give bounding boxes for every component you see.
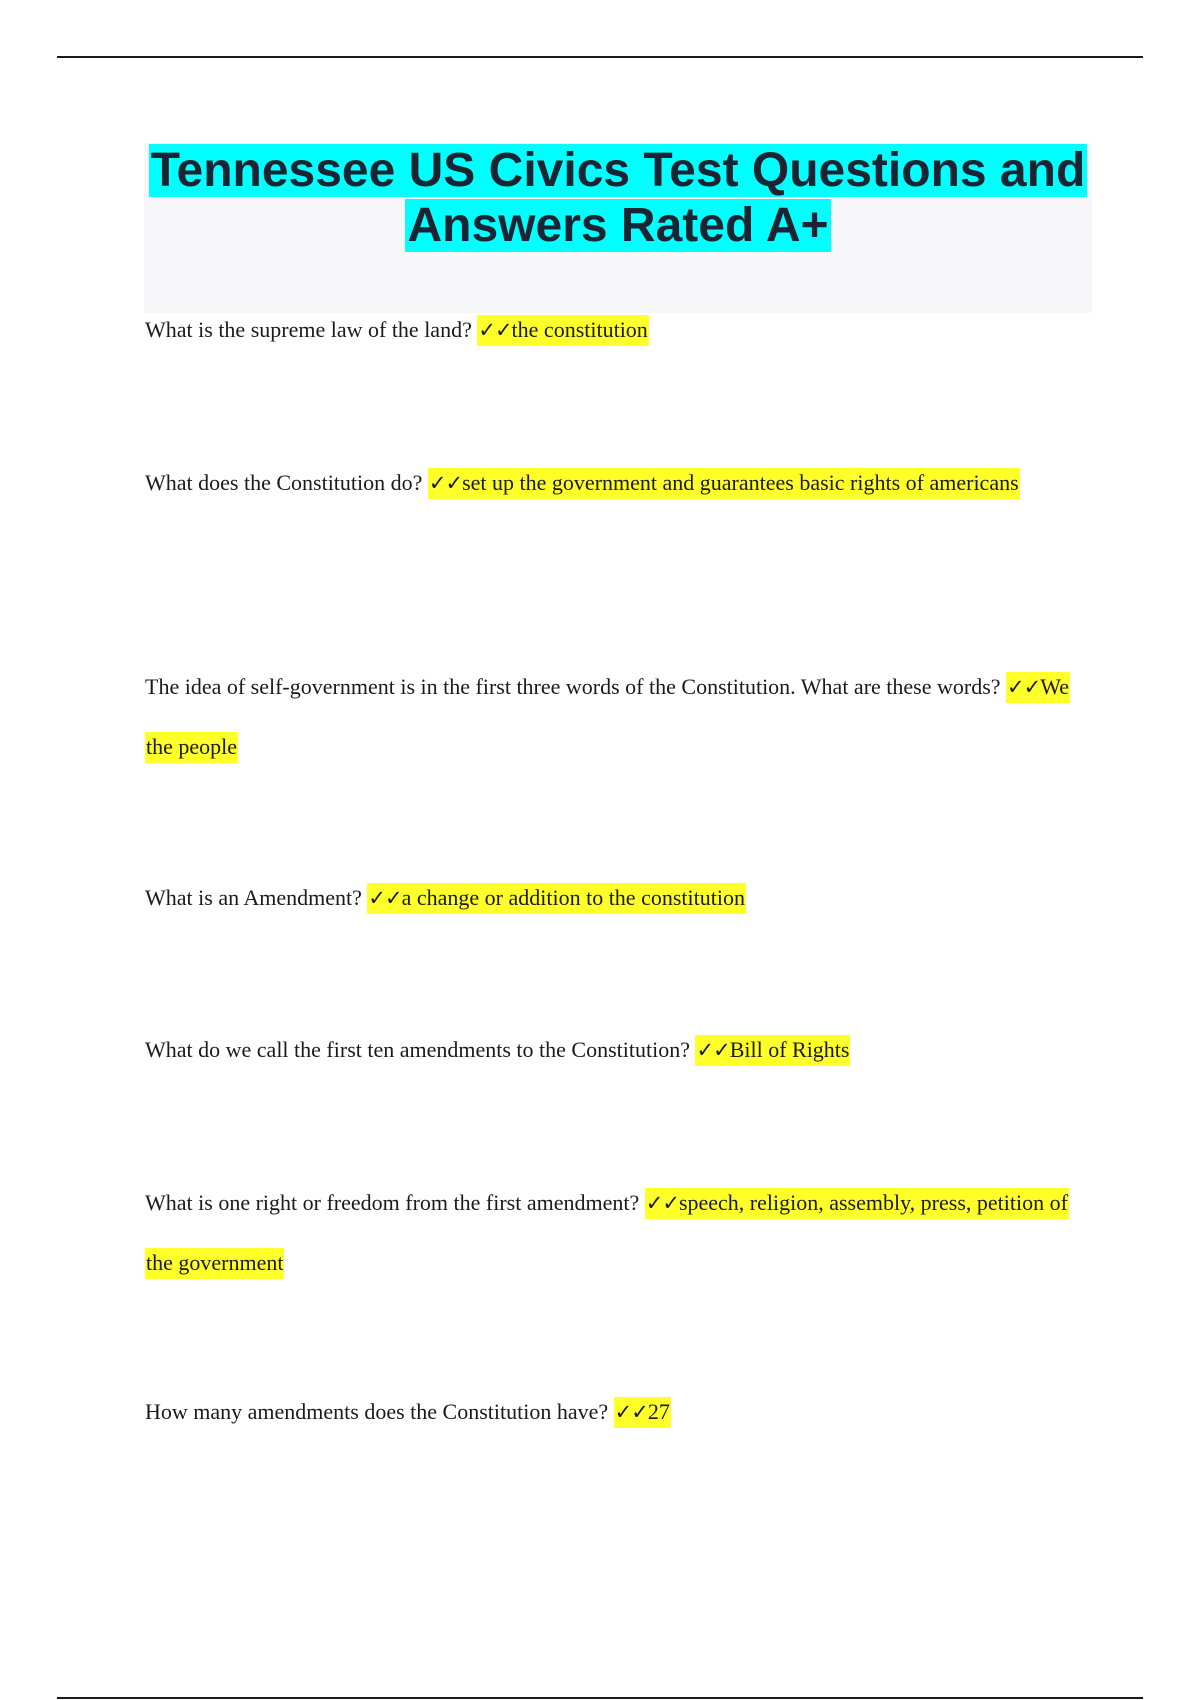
answer-text: the constitution <box>511 317 648 342</box>
qa-item <box>145 868 1095 928</box>
title-block <box>144 143 1092 313</box>
answer-text: set up the government and guarantees basic rights of americans <box>462 470 1019 495</box>
qa-item <box>145 657 1095 777</box>
double-check-icon: ✓✓ <box>696 1038 730 1062</box>
question-text: The idea of self-government is in the first three words of the Constitution. What are these words? <box>145 674 1001 699</box>
double-check-icon: ✓✓ <box>428 471 463 495</box>
question-text: How many amendments does the Constitution have? <box>145 1399 609 1424</box>
answer-text: Bill of Rights <box>729 1037 850 1062</box>
double-check-icon: ✓✓ <box>614 1400 648 1424</box>
question-text: What is one right or freedom from the first amendment? <box>145 1190 640 1215</box>
answer-highlight <box>428 468 1020 499</box>
title-highlight: Tennessee US Civics Test Questions and Answers Rated A+ <box>150 144 1086 252</box>
question-text: What do we call the first ten amendments to the Constitution? <box>145 1037 690 1062</box>
qa-item <box>145 300 1095 360</box>
qa-item <box>145 1173 1095 1293</box>
answer-highlight <box>477 315 648 346</box>
question-text: What does the Constitution do? <box>145 470 423 495</box>
double-check-icon: ✓✓ <box>1007 675 1041 699</box>
answer-text: 27 <box>647 1399 670 1424</box>
qa-item <box>145 1382 1095 1442</box>
answer-text: a change or addition to the constitution <box>401 885 745 910</box>
answer-highlight <box>695 1035 850 1066</box>
answer-text: We the people <box>146 674 1070 759</box>
qa-item <box>145 453 1095 513</box>
bottom-rule <box>57 1697 1143 1699</box>
document-title <box>144 143 1092 253</box>
double-check-icon: ✓✓ <box>368 886 402 910</box>
answer-highlight <box>614 1397 671 1428</box>
answer-highlight <box>367 883 746 914</box>
top-rule <box>57 56 1143 58</box>
double-check-icon: ✓✓ <box>478 318 512 342</box>
qa-item <box>145 1020 1095 1080</box>
question-text: What is an Amendment? <box>145 885 362 910</box>
double-check-icon: ✓✓ <box>645 1191 679 1215</box>
answer-text: speech, religion, assembly, press, petition of the government <box>146 1190 1068 1275</box>
question-text: What is the supreme law of the land? <box>145 317 472 342</box>
